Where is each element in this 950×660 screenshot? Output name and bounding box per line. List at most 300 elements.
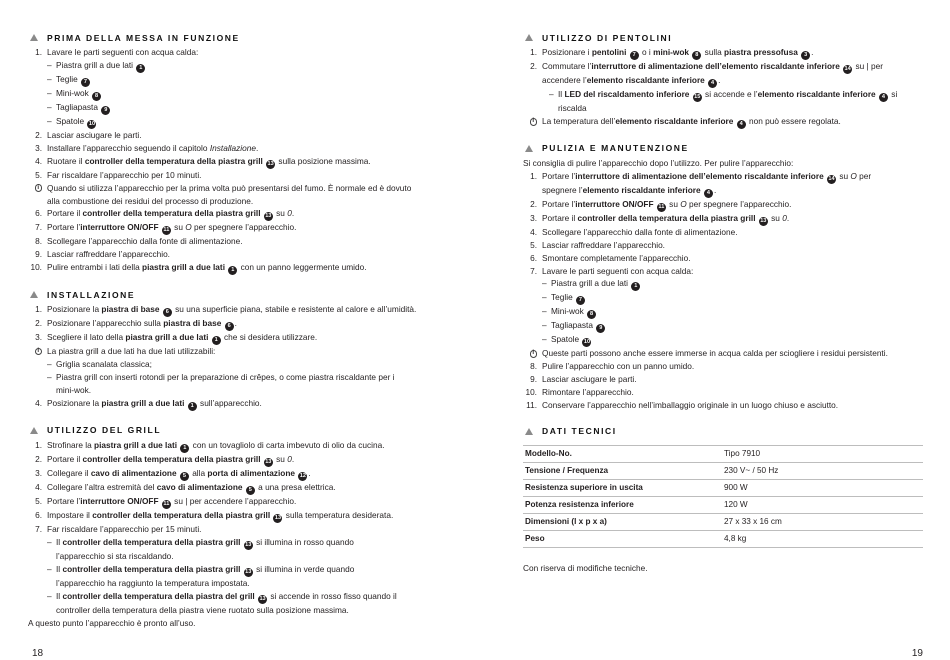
- step-number: 9.: [35, 249, 42, 260]
- text-line: [28, 46, 433, 59]
- line-text: [56, 115, 433, 129]
- line-text: [47, 155, 433, 169]
- part-number-badge: 14: [844, 66, 851, 72]
- text-run: Portare l’: [542, 170, 576, 181]
- line-text: [542, 252, 923, 265]
- part-number-badge: 6: [225, 322, 234, 331]
- dash-bullet: –: [542, 292, 547, 303]
- text-run: mini-wok.: [56, 384, 92, 395]
- section: [523, 141, 923, 412]
- line-text: [47, 467, 433, 481]
- spec-name: Dimensioni (l x p x a): [523, 513, 722, 530]
- step-number: 11.: [526, 400, 537, 411]
- text-run: .: [291, 208, 295, 219]
- text-line: [28, 248, 433, 261]
- line-text: [28, 617, 433, 630]
- text-line: [28, 617, 433, 630]
- spec-value: 230 V~ / 50 Hz: [722, 462, 923, 479]
- text-line: [523, 399, 923, 412]
- step-number: 10.: [30, 262, 42, 273]
- text-line: [523, 252, 923, 265]
- line-text: [542, 115, 923, 129]
- text-run: Collegare il: [47, 467, 91, 478]
- triangle-icon: [525, 145, 533, 152]
- text-run: Impostare il: [47, 509, 93, 520]
- line-text: [47, 495, 433, 509]
- part-number-badge: 4: [879, 93, 888, 102]
- italic-term: 0: [287, 453, 292, 464]
- text-run: [701, 185, 703, 195]
- line-text: [56, 358, 433, 371]
- bold-term: controller della temperatura della piastra grill: [84, 155, 263, 166]
- text-run: per spegnere l’apparecchio.: [191, 222, 297, 233]
- text-line: [523, 386, 923, 399]
- text-run: [756, 213, 758, 223]
- italic-term: O: [680, 198, 687, 209]
- text-line: [523, 305, 923, 319]
- dash-bullet: –: [542, 320, 547, 331]
- triangle-icon: [525, 34, 533, 41]
- part-number-badge: 9: [101, 106, 110, 115]
- step-number: 10.: [525, 387, 537, 398]
- text-run: Pulire entrambi i lati della: [47, 262, 142, 273]
- step-number: 5.: [530, 239, 537, 250]
- bold-term: controller della temperatura della piastra grill: [62, 563, 241, 574]
- line-text: [47, 235, 433, 248]
- text-run: accendere l’: [542, 75, 587, 85]
- bold-term: piastra grill a due lati: [101, 397, 185, 408]
- text-run: .: [718, 75, 721, 85]
- dash-bullet: –: [542, 278, 547, 289]
- line-text: [542, 184, 923, 198]
- text-run: La temperatura dell’: [542, 115, 616, 126]
- section-heading: [523, 424, 923, 439]
- text-run: Scollegare l’apparecchio dalla fonte di alimentazione.: [47, 236, 243, 247]
- part-number-badge: 3: [801, 51, 810, 60]
- step-number: 3.: [530, 212, 537, 223]
- text-run: [255, 591, 257, 601]
- step-number: 1.: [35, 439, 42, 450]
- section-dati-tecnici: [523, 424, 923, 573]
- text-run: Il: [56, 563, 63, 574]
- table-row: [523, 513, 923, 530]
- part-number-badge: 11: [163, 500, 170, 507]
- bold-term: piastra grill a due lati: [94, 439, 178, 450]
- text-line: [28, 453, 433, 467]
- bold-term: mini-wok: [653, 47, 690, 57]
- text-run: per spegnere l’apparecchio.: [686, 198, 792, 209]
- part-number-badge: 13: [267, 160, 274, 167]
- text-run: [243, 482, 245, 492]
- text-run: Il: [56, 590, 63, 601]
- text-run: Il: [56, 536, 63, 547]
- spec-name: Resistenza superiore in uscita: [523, 479, 722, 496]
- text-line: [523, 239, 923, 252]
- step-number: 6.: [35, 208, 42, 219]
- bold-term: controller della temperatura della piastra del grill: [62, 590, 255, 601]
- part-number-badge: 13: [245, 568, 252, 575]
- text-line: [523, 265, 923, 278]
- text-line: [523, 212, 923, 226]
- text-run: non può essere regolata.: [746, 115, 841, 126]
- text-run: Commutare l’: [542, 61, 592, 71]
- part-number-badge: 6: [163, 308, 172, 317]
- text-run: alla combustione dei residui del processo di produzione.: [47, 195, 254, 206]
- text-run: [689, 89, 691, 99]
- text-line: [28, 439, 433, 453]
- triangle-icon: [30, 291, 38, 298]
- line-text: [542, 46, 923, 60]
- line-text: [551, 305, 923, 319]
- table-row: [523, 462, 923, 479]
- text-run: .: [713, 184, 717, 195]
- text-run: su: [666, 198, 681, 209]
- text-line: [28, 371, 433, 384]
- step-number: 8.: [35, 236, 42, 247]
- text-run: Piastra grill a due lati: [551, 278, 631, 289]
- text-run: Teglie: [551, 292, 575, 303]
- line-text: [56, 371, 433, 384]
- bold-term: cavo di alimentazione: [156, 481, 243, 492]
- text-line: [28, 590, 433, 604]
- section-title: UTILIZZO DEL GRILL: [47, 425, 162, 436]
- text-line: [28, 384, 433, 397]
- text-run: Lavare le parti seguenti con acqua calda:: [47, 47, 199, 57]
- dash-bullet: –: [47, 563, 52, 574]
- text-run: Spatole: [551, 334, 582, 345]
- line-text: [47, 453, 433, 467]
- part-number-badge: 5: [246, 486, 255, 495]
- text-run: [876, 89, 878, 99]
- text-line: [523, 115, 923, 129]
- text-run: Conservare l’apparecchio nell’imballaggio originale in un luogo chiuso e asciutto.: [542, 400, 839, 411]
- text-run: su | per accendere l’apparecchio.: [171, 495, 297, 506]
- text-run: [221, 318, 223, 328]
- text-run: Installare l’apparecchio seguendo il capitolo: [47, 142, 210, 153]
- step-number: [28, 195, 47, 208]
- text-run: sulla: [702, 47, 725, 57]
- text-run: .: [234, 318, 237, 329]
- text-line: [28, 467, 433, 481]
- spec-name: Modello-No.: [523, 445, 722, 462]
- left-column: [28, 30, 433, 641]
- spec-name: Peso: [523, 530, 722, 547]
- text-line: [28, 87, 433, 101]
- text-run: [733, 116, 735, 126]
- step-number: 4.: [530, 226, 537, 237]
- text-run: Griglia scanalata classica;: [56, 359, 152, 370]
- bold-term: interruttore ON/OFF: [80, 495, 159, 506]
- text-run: .: [308, 467, 311, 478]
- text-run: Scollegare l’apparecchio dalla fonte di alimentazione.: [542, 226, 738, 237]
- text-line: [523, 347, 923, 360]
- text-run: Il: [558, 89, 565, 99]
- text-run: sull’apparecchio.: [197, 397, 262, 408]
- text-run: per: [856, 170, 872, 181]
- text-run: Tagliapasta: [551, 320, 596, 331]
- text-line: [28, 155, 433, 169]
- text-run: Portare l’: [542, 198, 576, 209]
- text-run: Spatole: [56, 115, 87, 126]
- line-text: [558, 102, 923, 115]
- step-number: [523, 74, 542, 88]
- step-number: 1.: [35, 47, 42, 57]
- text-line: [523, 88, 923, 102]
- line-text: [56, 590, 433, 604]
- text-run: sulla temperatura desiderata.: [283, 509, 394, 520]
- text-line: [523, 226, 923, 239]
- part-number-badge: 4: [737, 120, 746, 129]
- text-run: su: [768, 212, 783, 223]
- text-run: Far riscaldare l’apparecchio per 10 minuti.: [47, 169, 202, 180]
- text-run: [225, 262, 227, 272]
- step-number: 2.: [35, 129, 42, 140]
- part-number-badge: 10: [583, 339, 591, 346]
- bold-term: LED del riscaldamento inferiore: [564, 89, 690, 99]
- part-number-badge: 11: [163, 227, 170, 234]
- step-number: 7.: [35, 523, 42, 534]
- part-number-badge: 4: [708, 79, 717, 88]
- italic-term: Installazione: [209, 142, 256, 153]
- text-line: [28, 481, 433, 495]
- text-line: [28, 563, 433, 577]
- text-run: si accende e l’: [702, 89, 758, 99]
- text-line: [523, 60, 923, 74]
- step-number: 5.: [35, 169, 42, 180]
- text-line: [28, 182, 433, 195]
- text-run: [208, 332, 210, 342]
- text-run: [263, 156, 265, 166]
- part-number-badge: 14: [828, 175, 835, 182]
- text-line: [523, 373, 923, 386]
- dash-bullet: –: [549, 89, 554, 99]
- bold-term: piastra di base: [101, 304, 160, 315]
- section-title: INSTALLAZIONE: [47, 289, 136, 300]
- table-row: [523, 479, 923, 496]
- part-number-badge: 1: [136, 64, 145, 73]
- part-number-badge: 1: [212, 336, 221, 345]
- text-run: Pulire l’apparecchio con un panno umido.: [542, 361, 695, 372]
- text-run: Portare il: [47, 208, 83, 219]
- text-run: Posizionare la: [47, 304, 102, 315]
- text-run: Piastra grill con inserti rotondi per la preparazione di crêpes, o come piastra riscaldante per i: [56, 372, 395, 383]
- line-text: [47, 397, 433, 411]
- line-text: [47, 345, 433, 358]
- text-line: [523, 157, 923, 170]
- text-line: [28, 115, 433, 129]
- step-number: 8.: [530, 361, 537, 372]
- part-number-badge: 1: [188, 402, 197, 411]
- spec-value: Tipo 7910: [722, 445, 923, 462]
- line-text: [47, 317, 433, 331]
- text-run: riscalda: [558, 103, 587, 113]
- italic-term: O: [185, 222, 192, 233]
- text-run: [270, 510, 272, 520]
- step-number: 9.: [530, 374, 537, 385]
- spec-name: Potenza resistenza inferiore: [523, 496, 722, 513]
- dash-bullet: –: [47, 590, 52, 601]
- bold-term: piastra grill a due lati: [142, 262, 225, 273]
- line-text: [47, 221, 433, 235]
- text-run: Posizionare l’apparecchio sulla: [47, 318, 164, 329]
- table-row: [523, 445, 923, 462]
- text-run: Smontare completamente l’apparecchio.: [542, 252, 691, 263]
- section: [28, 423, 433, 630]
- spec-value: 120 W: [722, 496, 923, 513]
- text-run: .: [811, 47, 814, 57]
- text-run: A questo punto l’apparecchio è pronto all’uso.: [28, 617, 196, 628]
- text-run: o i: [639, 47, 654, 57]
- part-number-badge: 8: [587, 310, 596, 319]
- triangle-icon: [30, 427, 38, 434]
- text-line: [523, 46, 923, 60]
- section-title: UTILIZZO DI PENTOLINI: [542, 32, 673, 43]
- text-run: [159, 222, 161, 232]
- table-row: [523, 496, 923, 513]
- step-number: 1.: [35, 304, 42, 315]
- dash-bullet: –: [47, 73, 52, 84]
- bold-term: controller della temperatura della piastra grill: [62, 536, 241, 547]
- part-number-badge: 13: [760, 217, 767, 224]
- text-line: [523, 277, 923, 291]
- bold-term: piastra grill a due lati: [125, 332, 209, 343]
- text-run: [177, 440, 179, 450]
- page-number: 18: [32, 648, 44, 659]
- line-text: [47, 523, 433, 536]
- text-run: Scegliere il lato della: [47, 332, 126, 343]
- step-number: 7.: [35, 222, 42, 233]
- step-number: 4.: [35, 481, 42, 492]
- line-text: [56, 577, 433, 590]
- part-number-badge: 8: [692, 51, 701, 60]
- part-number-badge: 5: [180, 472, 189, 481]
- text-line: [28, 169, 433, 182]
- line-text: [551, 319, 923, 333]
- text-run: Portare l’: [47, 495, 81, 506]
- text-run: l’apparecchio si sta riscaldando.: [56, 550, 174, 561]
- spec-value: 4,8 kg: [722, 530, 923, 547]
- line-text: [542, 373, 923, 386]
- text-run: Mini-wok: [551, 306, 587, 317]
- text-run: su | per: [853, 61, 883, 71]
- step-number: 5.: [35, 495, 42, 506]
- bold-term: interruttore di alimentazione dell’elemento riscaldante inferiore: [575, 170, 824, 181]
- section: [523, 30, 923, 129]
- text-run: controller della temperatura della piastra viene ruotato sulla posizione massima.: [56, 604, 349, 615]
- line-text: [47, 439, 433, 453]
- dash-bullet: –: [542, 334, 547, 345]
- line-text: [542, 239, 923, 252]
- part-number-badge: 11: [658, 203, 665, 210]
- part-number-badge: 13: [274, 514, 282, 521]
- line-text: [542, 386, 923, 399]
- text-line: [28, 207, 433, 221]
- section-heading: [28, 423, 433, 438]
- text-run: Posizionare la: [47, 397, 102, 408]
- line-text: [542, 60, 923, 74]
- text-line: [28, 358, 433, 371]
- table-row: [523, 530, 923, 547]
- spec-value: 900 W: [722, 479, 923, 496]
- text-run: [705, 75, 707, 85]
- text-line: [28, 550, 433, 563]
- italic-term: O: [850, 170, 857, 181]
- line-text: [542, 74, 923, 88]
- text-run: [240, 564, 242, 574]
- info-icon: i: [35, 184, 43, 192]
- text-run: Far riscaldare l’apparecchio per 15 minuti.: [47, 523, 202, 534]
- text-run: [184, 398, 186, 408]
- text-run: [626, 47, 628, 57]
- line-text: [542, 198, 923, 212]
- line-text: [542, 399, 923, 412]
- line-text: [56, 101, 433, 115]
- step-number: 4.: [35, 397, 42, 408]
- text-line: [523, 291, 923, 305]
- bold-term: interruttore ON/OFF: [575, 198, 654, 209]
- line-text: [47, 509, 433, 523]
- bold-term: controller della temperatura della piastra grill: [82, 208, 261, 219]
- step-number: 2.: [35, 318, 42, 329]
- part-number-badge: 13: [259, 595, 266, 602]
- dash-bullet: –: [47, 115, 52, 126]
- line-text: [47, 129, 433, 142]
- dash-bullet: –: [47, 101, 52, 112]
- line-text: [47, 195, 433, 208]
- step-number: 7.: [530, 265, 537, 276]
- text-run: .: [291, 453, 295, 464]
- text-line: [28, 495, 433, 509]
- section-title: DATI TECNICI: [542, 426, 617, 437]
- text-line: [28, 604, 433, 617]
- bold-term: piastra di base: [163, 318, 222, 329]
- text-run: [159, 496, 161, 506]
- bold-term: pentolini: [591, 47, 627, 57]
- text-run: Portare l’: [47, 222, 81, 233]
- line-text: [542, 360, 923, 373]
- line-text: [56, 536, 433, 550]
- info-icon: i: [530, 118, 538, 126]
- section-heading: [28, 30, 433, 45]
- text-line: [523, 184, 923, 198]
- text-run: .: [786, 212, 790, 223]
- italic-term: 0: [782, 212, 787, 223]
- text-run: Si consiglia di pulire l’apparecchio dopo l’utilizzo. Per pulire l’apparecchio:: [523, 157, 794, 168]
- line-text: [47, 46, 433, 59]
- page-number: 19: [911, 648, 923, 659]
- tech-note: Con riserva di modifiche tecniche.: [523, 562, 648, 573]
- text-run: Lavare le parti seguenti con acqua calda:: [542, 265, 694, 276]
- text-run: [654, 199, 656, 209]
- part-number-badge: 7: [576, 296, 585, 305]
- line-text: [551, 291, 923, 305]
- line-text: [47, 142, 433, 155]
- text-run: su: [273, 453, 288, 464]
- dash-bullet: –: [47, 87, 52, 98]
- line-text: [47, 331, 433, 345]
- dash-bullet: –: [47, 536, 52, 547]
- text-run: Tagliapasta: [56, 101, 101, 112]
- line-text: [56, 87, 433, 101]
- text-run: [689, 47, 691, 57]
- step-number: 2.: [530, 61, 537, 71]
- part-number-badge: 4: [704, 189, 713, 198]
- part-number-badge: 13: [265, 458, 272, 465]
- part-number-badge: 15: [694, 94, 701, 100]
- bold-term: porta di alimentazione: [207, 467, 296, 478]
- part-number-badge: 7: [630, 51, 639, 60]
- text-line: [28, 345, 433, 358]
